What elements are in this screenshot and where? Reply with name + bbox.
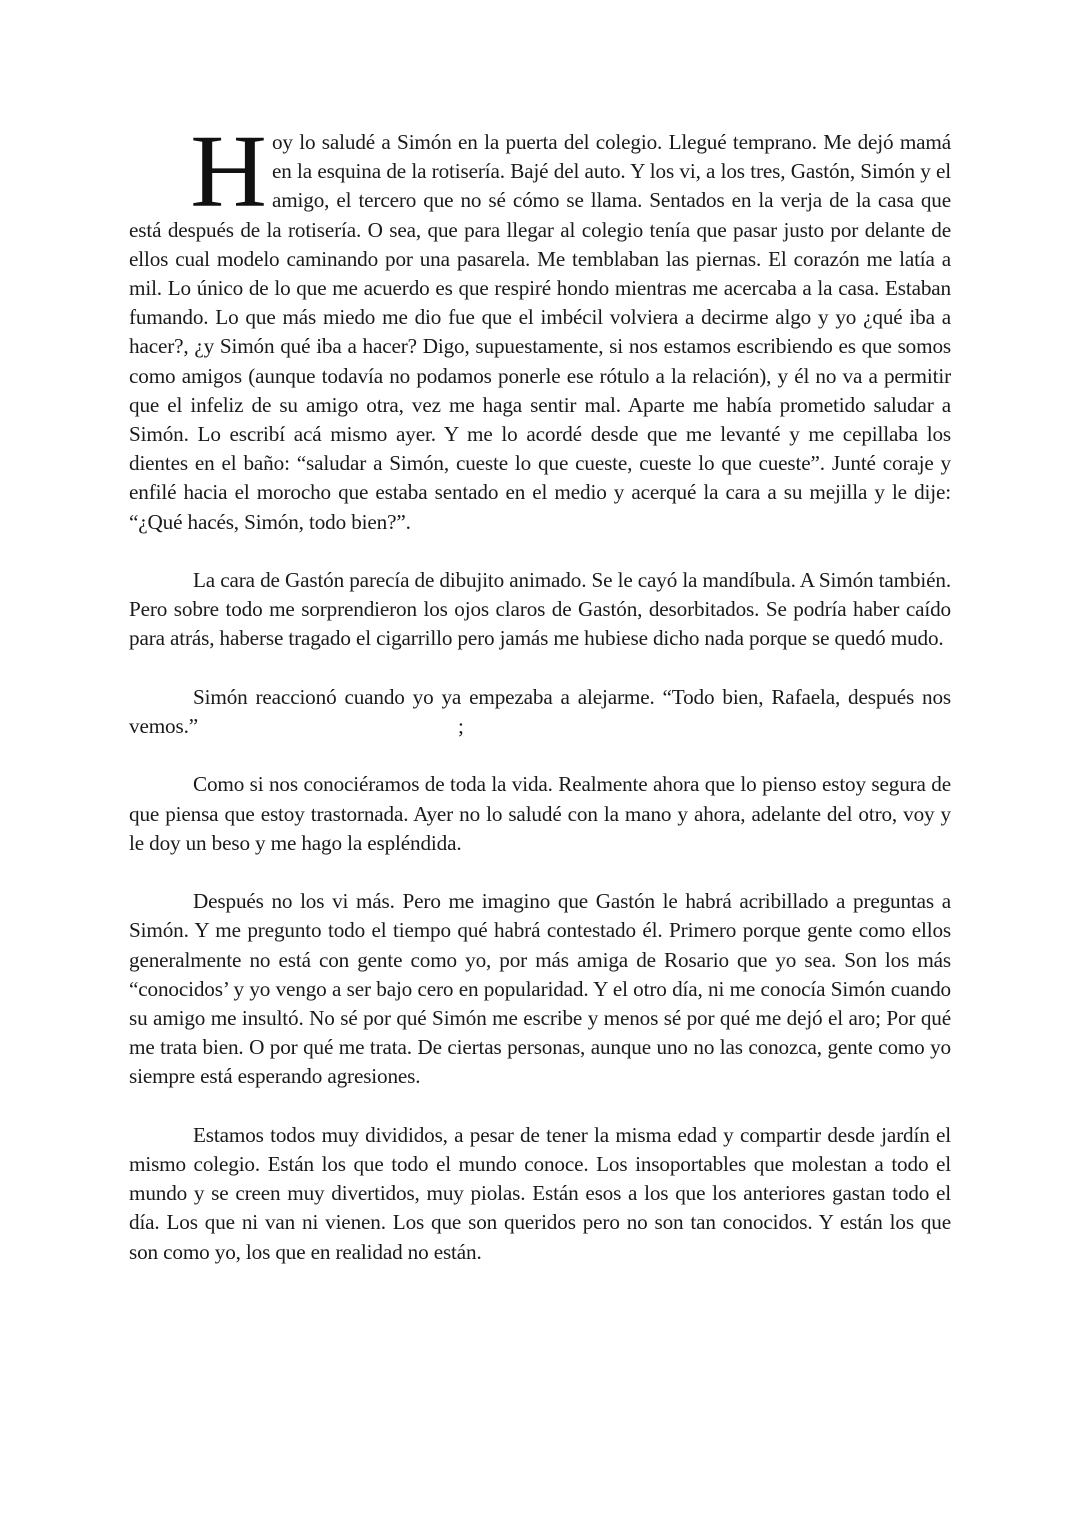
paragraph-4-text: Como si nos conociéramos de toda la vida. Realmente ahora que lo pienso estoy segura de que piensa que estoy trastornada. Ayer no lo saludé con la mano y ahora, adelante del otro, voy y le doy un beso y me hago la espléndida. [129,772,951,855]
paragraph-6 [129,1121,951,1267]
paragraph-5 [129,887,951,1091]
paragraph-3-text: Simón reaccionó cuando yo ya empezaba a alejarme. “Todo bien, Rafaela, después nos vemos.” [129,684,951,739]
document-page [129,114,951,1296]
paragraph-1 [129,114,951,537]
paragraph-4 [129,770,951,858]
paragraph-1-text: oy lo saludé a Simón en la puerta del colegio. Llegué temprano. Me dejó mamá en la esquina de la rotisería. Bajé del auto. Y los vi, a los tres, Gastón, Simón y el amigo, el tercero que no sé cómo se llama. Sentados en la verja de la casa que está después de la rotisería. O sea, que para llegar al colegio tenía que pasar justo por delante de ellos cual modelo caminando por una pasarela. Me temblaban las piernas. El corazón me latía a mil. Lo único de lo que me acuerdo es que respiré hondo mientras me acercaba a la casa. Estaban fumando. Lo que más miedo me dio fue que el imbécil volviera a decirme algo y yo ¿qué iba a hacer?, ¿y Simón qué iba a hacer? Digo, supuestamente, si nos estamos escribiendo es que somos como amigos (aunque todavía no podamos ponerle ese rótulo a la relación), y él no va a permitir que el infeliz de su amigo otra, vez me haga sentir mal. Aparte me había prometido saludar a Simón. Lo escribí acá mismo ayer. Y me lo acordé desde que me levanté y me cepillaba los dientes en el baño: “saludar a Simón, cueste lo que cueste, cueste lo que cueste”. Junté coraje y enfilé hacia el morocho que estaba sentado en el medio y acerqué la cara a su mejilla y le dije: “¿Qué hacés, Simón, todo bien?”. [129,130,951,534]
paragraph-6-text: Estamos todos muy divididos, a pesar de tener la misma edad y compartir desde jardín el mismo colegio. Están los que todo el mundo conoce. Los insoportables que molestan a todo el mundo y se creen muy divertidos, muy piolas. Están esos a los que los anteriores gastan todo el día. Los que ni van ni vienen. Los que son queridos pero no son tan conocidos. Y están los que son como yo, los que en realidad no están. [129,1122,951,1264]
stray-semicolon: ; [457,714,464,739]
drop-cap: H [190,114,267,229]
paragraph-3 [129,683,951,741]
paragraph-5-text: Después no los vi más. Pero me imagino que Gastón le habrá acribillado a preguntas a Simón. Y me pregunto todo el tiempo qué habrá contestado él. Primero porque gente como ellos generalmente no está con gente como yo, por más amiga de Rosario que yo sea. Son los más “conocidos’ y yo vengo a ser bajo cero en popularidad. Y el otro día, ni me conocía Simón cuando su amigo me insultó. No sé por qué Simón me escribe y menos sé por qué me dejó el aro; Por qué me trata bien. O por qué me trata. De ciertas personas, aunque uno no las conozca, gente como yo siempre está esperando agresiones. [129,889,951,1089]
paragraph-2-text: La cara de Gastón parecía de dibujito animado. Se le cayó la mandíbula. A Simón también. Pero sobre todo me sorprendieron los ojos claros de Gastón, desorbitados. Se podría haber caído para atrás, haberse tragado el cigarrillo pero jamás me hubiese dicho nada porque se quedó mudo. [129,568,951,651]
paragraph-2 [129,566,951,654]
